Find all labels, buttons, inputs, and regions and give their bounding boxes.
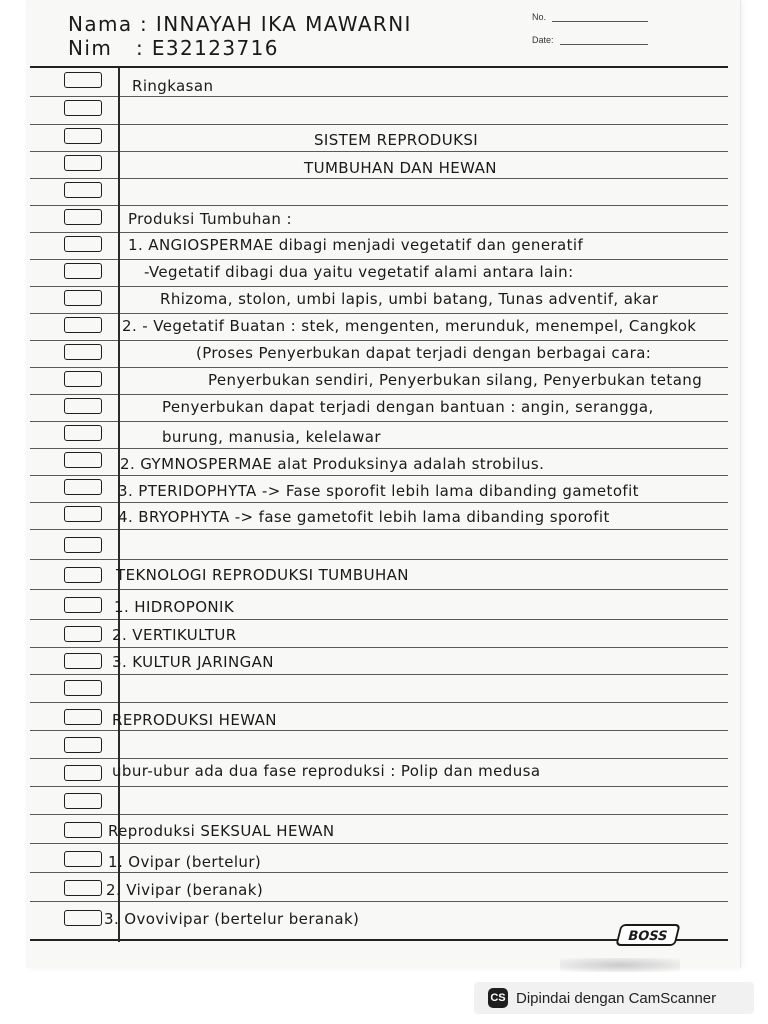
- row-checkbox[interactable]: [64, 626, 102, 642]
- no-label: No.: [532, 12, 547, 22]
- note-heading: Reproduksi SEKSUAL HEWAN: [108, 822, 335, 840]
- row-checkbox[interactable]: [64, 317, 102, 333]
- row-checkbox[interactable]: [64, 537, 102, 553]
- row-checkbox[interactable]: [64, 653, 102, 669]
- row-checkbox[interactable]: [64, 793, 102, 809]
- note-line: Penyerbukan sendiri, Penyerbukan silang, Penyerbukan tetang: [208, 371, 703, 389]
- row-checkbox[interactable]: [64, 209, 102, 225]
- row-checkbox[interactable]: [64, 680, 102, 696]
- ruled-line: [30, 647, 728, 648]
- row-checkbox[interactable]: [64, 425, 102, 441]
- ruled-line: [30, 814, 728, 815]
- row-checkbox[interactable]: [64, 452, 102, 468]
- note-line: 2. VERTIKULTUR: [112, 626, 237, 644]
- ruled-line: [30, 394, 728, 395]
- ruled-line: [30, 96, 728, 97]
- row-checkbox[interactable]: [64, 597, 102, 613]
- note-line: 2. - Vegetatif Buatan : stek, mengenten, merunduk, menempel, Cangkok: [122, 317, 697, 335]
- nim-value: : E32123716: [136, 36, 279, 60]
- ruled-line: [30, 674, 728, 675]
- brand-text: BOSS: [626, 929, 669, 944]
- ruled-line: [30, 124, 728, 125]
- row-checkbox[interactable]: [64, 567, 102, 583]
- row-checkbox[interactable]: [64, 290, 102, 306]
- note-line: 3. PTERIDOPHYTA -> Fase sporofit lebih lama dibanding gametofit: [118, 482, 639, 500]
- note-line: burung, manusia, kelelawar: [162, 428, 381, 446]
- nim-label: Nim: [68, 36, 113, 60]
- note-line: 3. KULTUR JARINGAN: [112, 653, 274, 671]
- row-checkbox[interactable]: [64, 479, 102, 495]
- row-checkbox[interactable]: [64, 398, 102, 414]
- date-line: [560, 44, 648, 45]
- ruled-line: [30, 151, 728, 152]
- note-line: 2. GYMNOSPERMAE alat Produksinya adalah strobilus.: [120, 455, 545, 473]
- ruled-line: [30, 786, 728, 787]
- ruled-line: [30, 421, 728, 422]
- name-label: Nama: [68, 12, 133, 36]
- boss-brand-logo: [615, 924, 680, 946]
- note-line: Penyerbukan dapat terjadi dengan bantuan : angin, serangga,: [162, 398, 654, 416]
- row-checkbox[interactable]: [64, 737, 102, 753]
- section-title: Ringkasan: [132, 77, 214, 95]
- no-line: [552, 21, 648, 22]
- camscanner-footer: [474, 982, 754, 1014]
- ruled-line: [30, 559, 728, 560]
- note-heading: TEKNOLOGI REPRODUKSI TUMBUHAN: [116, 566, 409, 584]
- row-checkbox[interactable]: [64, 72, 102, 88]
- row-checkbox[interactable]: [64, 236, 102, 252]
- note-line: -Vegetatif dibagi dua yaitu vegetatif alami antara lain:: [144, 263, 574, 281]
- scan-shadow: [560, 958, 680, 972]
- ruled-line: [30, 259, 728, 260]
- camscanner-icon: CS: [488, 988, 508, 1008]
- doc-title: SISTEM REPRODUKSI: [314, 131, 479, 149]
- row-checkbox[interactable]: [64, 155, 102, 171]
- note-line: 1. ANGIOSPERMAE dibagi menjadi vegetatif dan generatif: [128, 236, 584, 254]
- ruled-line: [30, 66, 728, 68]
- row-checkbox[interactable]: [64, 709, 102, 725]
- row-checkbox[interactable]: [64, 128, 102, 144]
- note-heading: REPRODUKSI HEWAN: [112, 711, 277, 729]
- ruled-line: [30, 232, 728, 233]
- ruled-line: [30, 843, 728, 844]
- ruled-line: [30, 340, 728, 341]
- ruled-line: [30, 178, 728, 179]
- ruled-line: [30, 205, 728, 206]
- row-checkbox[interactable]: [64, 100, 102, 116]
- row-checkbox[interactable]: [64, 910, 102, 926]
- note-line: 4. BRYOPHYTA -> fase gametofit lebih lama dibanding sporofit: [118, 508, 610, 526]
- ruled-line: [30, 286, 728, 287]
- date-label: Date:: [532, 35, 554, 45]
- row-checkbox[interactable]: [64, 765, 102, 781]
- note-heading: Produksi Tumbuhan :: [128, 210, 292, 228]
- note-line: Rhizoma, stolon, umbi lapis, umbi batang, Tunas adventif, akar: [160, 290, 659, 308]
- ruled-line: [30, 901, 728, 902]
- camscanner-text: Dipindai dengan CamScanner: [516, 989, 717, 1007]
- ruled-line: [30, 367, 728, 368]
- ruled-line: [30, 448, 728, 449]
- ruled-line: [30, 702, 728, 703]
- note-line: 2. Vivipar (beranak): [106, 881, 264, 899]
- name-value: : INNAYAH IKA MAWARNI: [140, 12, 412, 36]
- ruled-line: [30, 313, 728, 314]
- ruled-line: [30, 872, 728, 873]
- ruled-line: [30, 730, 728, 731]
- note-line: ubur-ubur ada dua fase reproduksi : Polip dan medusa: [112, 762, 541, 780]
- doc-subtitle: TUMBUHAN DAN HEWAN: [304, 159, 497, 177]
- row-checkbox[interactable]: [64, 506, 102, 522]
- row-checkbox[interactable]: [64, 822, 102, 838]
- row-checkbox[interactable]: [64, 880, 102, 896]
- note-line: 1. Ovipar (bertelur): [108, 853, 262, 871]
- row-checkbox[interactable]: [64, 182, 102, 198]
- note-line: (Proses Penyerbukan dapat terjadi dengan berbagai cara:: [196, 344, 652, 362]
- margin-line: [118, 68, 120, 942]
- ruled-line: [30, 619, 728, 620]
- ruled-line: [30, 589, 728, 590]
- row-checkbox[interactable]: [64, 344, 102, 360]
- row-checkbox[interactable]: [64, 371, 102, 387]
- row-checkbox[interactable]: [64, 263, 102, 279]
- ruled-line: [30, 758, 728, 759]
- row-checkbox[interactable]: [64, 851, 102, 867]
- ruled-line: [30, 502, 728, 503]
- ruled-line: [30, 529, 728, 530]
- note-line: 1. HIDROPONIK: [114, 598, 235, 616]
- note-line: 3. Ovovivipar (bertelur beranak): [104, 910, 360, 928]
- ruled-line: [30, 475, 728, 476]
